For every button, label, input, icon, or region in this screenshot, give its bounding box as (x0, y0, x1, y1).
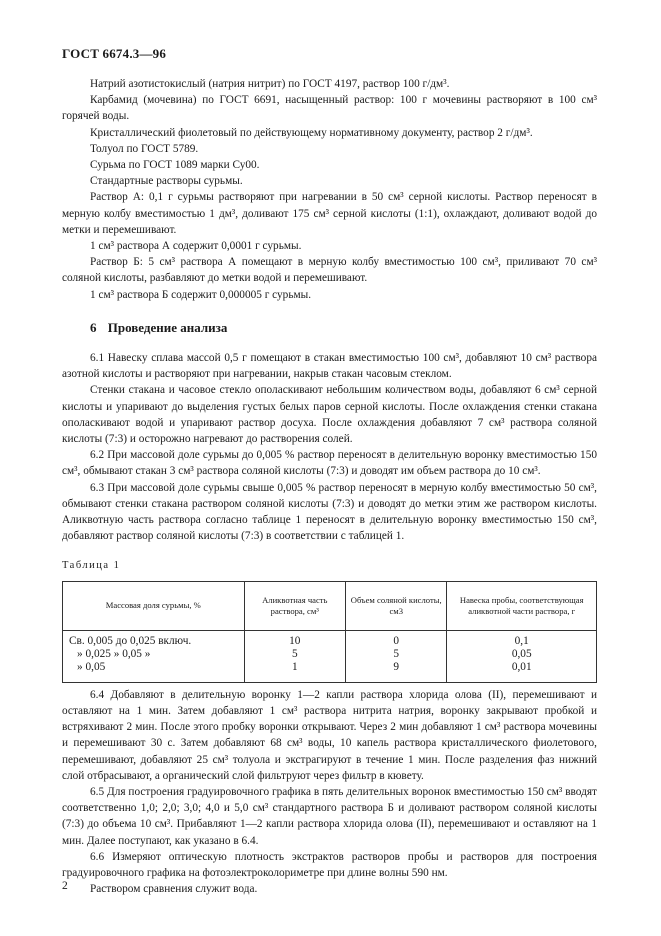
table-cell (63, 630, 245, 682)
reagent-paragraph: 1 см³ раствора Б содержит 0,000005 г сурьмы. (90, 288, 312, 301)
cell-value: 0,01 (511, 660, 532, 673)
table-cell (244, 630, 345, 682)
table-row (63, 630, 597, 682)
table-header-cell: Аликвотная часть раствора, см³ (244, 581, 345, 630)
analysis-paragraph: 6.2 При массовой доле сурьмы до 0,005 % раствор переносят в делительную воронку вместимостью 150 см³, обмывают стакан 3 см³ раствора соляной кислоты (7:3) и доводят им объем раствора до 10 см³. (62, 449, 597, 478)
table-header-row (63, 581, 597, 630)
document-body (62, 76, 597, 897)
analysis-paragraph: Стенки стакана и часовое стекло ополаскивают небольшим количеством воды, добавляют 6 см³ серной кислоты и упаривают до выделения густых белых паров серной кислоты. После охлаждения стенки стакана ополаскивают водой и упаривают раствор досуха. После охлаждения добавляют 7 см³ раствора соляной кислоты (7:3) и осторожно нагревают до растворения солей. (62, 384, 597, 446)
document-header: ГОСТ 6674.3—96 (62, 46, 167, 61)
reagent-paragraph: Толуол по ГОСТ 5789. (90, 142, 199, 155)
table-cell (447, 630, 597, 682)
cell-value: 10 (289, 634, 301, 647)
page-number: 2 (62, 880, 68, 892)
cell-value: 1 (291, 660, 298, 673)
reagent-paragraph: Раствор А: 0,1 г сурьмы растворяют при нагревании в 50 см³ серной кислоты. Раствор переносят в мерную колбу вместимостью 1 дм³, доливают 175 см³ серной кислоты (1:1), охлаждают, доливают водой до метки и перемешивают. (62, 191, 597, 236)
cell-value: 0 (393, 634, 400, 647)
reagent-paragraph: 1 см³ раствора А содержит 0,0001 г сурьмы. (90, 240, 302, 253)
table-header-cell: Объем соляной кислоты, см3 (346, 581, 447, 630)
reagent-paragraph: Раствор Б: 5 см³ раствора А помещают в мерную колбу вместимостью 100 см³, приливают 70 см³ соляной кислоты, разбавляют до метки водой и перемешивают. (62, 256, 597, 285)
section-number: 6 (90, 319, 97, 335)
reagent-paragraph: Карбамид (мочевина) по ГОСТ 6691, насыщенный раствор: 100 г мочевины растворяют в 100 см³ горячей воды. (62, 94, 597, 123)
table-1 (62, 581, 597, 683)
cell-value: 9 (393, 660, 400, 673)
analysis-paragraph: Раствором сравнения служит вода. (90, 883, 258, 896)
table-header-cell: Навеска пробы, соответствующая аликвотной части раствора, г (447, 581, 597, 630)
table-caption: Таблица 1 (62, 560, 121, 572)
cell-value: 0,05 (511, 647, 532, 660)
cell-value: 0,1 (514, 634, 529, 647)
cell-value: 5 (393, 647, 400, 660)
analysis-paragraph: 6.6 Измеряют оптическую плотность экстрактов растворов пробы и растворов для построения градуировочного графика на фотоэлектроколориметре при длине волны 590 нм. (62, 850, 597, 879)
cell-value: 5 (291, 647, 298, 660)
section-heading (62, 320, 597, 336)
section-title: Проведение анализа (107, 319, 228, 335)
reagent-paragraph: Натрий азотистокислый (натрия нитрит) по ГОСТ 4197, раствор 100 г/дм³. (90, 78, 450, 90)
table-cell (346, 630, 447, 682)
reagent-paragraph: Стандартные растворы сурьмы. (90, 175, 243, 188)
table-header-cell: Массовая доля сурьмы, % (63, 581, 245, 630)
reagent-paragraph: Сурьма по ГОСТ 1089 марки Су00. (90, 159, 260, 172)
cell-value: Св. 0,005 до 0,025 включ. (69, 634, 192, 647)
analysis-paragraph: 6.3 При массовой доле сурьмы свыше 0,005 % раствор переносят в мерную колбу вместимостью 50 см³, обмывают стенки стакана раствором соляной кислоты (7:3) и доводят до метки этим же раствором кислоты. Аликвотную часть раствора согласно таблице 1 переносят в делительную воронку вместимостью 150 см³, добавляют раствор соляной кислоты (7:3) в соответствии с таблицей 1. (62, 481, 597, 543)
analysis-paragraph: 6.5 Для построения градуировочного графика в пять делительных воронок вместимостью 150 см³ вводят соответственно 1,0; 2,0; 3,0; 4,0 и 5,0 см³ стандартного раствора Б и доливают раствором соляной кислоты (7:3) до объема 10 см³. Прибавляют 1—2 капли раствора хлорида олова (II), перемешивают и оставляют на 1 мин. Далее поступают, как указано в 6.4. (62, 785, 597, 847)
cell-value: » 0,05 (77, 660, 106, 673)
analysis-paragraph: 6.4 Добавляют в делительную воронку 1—2 капли раствора хлорида олова (II), перемешивают и оставляют на 1 мин. Затем добавляют 1 см³ раствора нитрита натрия, воронку закрывают пробкой и встряхивают 2 мин. После этого пробку воронки открывают. Через 2 мин добавляют 1 см³ раствора мочевины и перемешивают 30 с. Затем добавляют 68 см³ воды, 10 капель раствора кристаллического фиолетового, перемешивают, добавляют 25 см³ толуола и экстрагируют в течение 1 мин. После разделения фаз нижний слой отбрасывают, а органический слой фильтруют через фильтр в кювету. (62, 688, 597, 782)
analysis-paragraph: 6.1 Навеску сплава массой 0,5 г помещают в стакан вместимостью 100 см³, добавляют 10 см³ раствора азотной кислоты и растворяют при нагревании, накрыв стакан часовым стеклом. (62, 352, 597, 381)
cell-value: » 0,025 » 0,05 » (77, 647, 151, 660)
reagent-paragraph: Кристаллический фиолетовый по действующему нормативному документу, раствор 2 г/дм³. (90, 126, 533, 139)
